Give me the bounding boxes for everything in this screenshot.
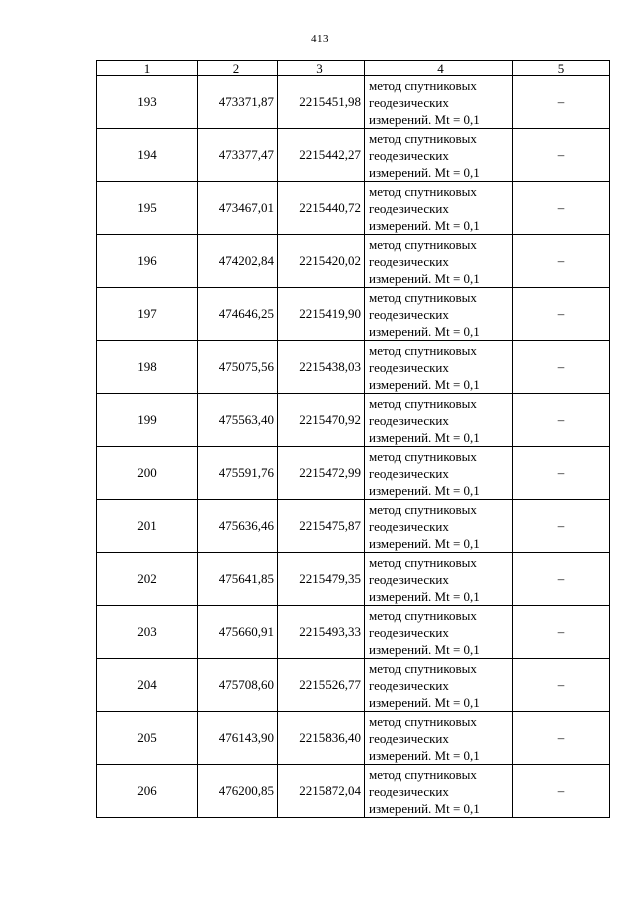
point-number-cell: 201 (97, 500, 198, 553)
x-coordinate-cell: 473371,87 (198, 76, 278, 129)
coordinates-table (96, 60, 610, 818)
table-row (97, 447, 610, 500)
method-line: метод спутниковых (369, 713, 477, 729)
y-coordinate-cell: 2215493,33 (278, 606, 365, 659)
table-row (97, 288, 610, 341)
x-coordinate-cell: 475708,60 (198, 659, 278, 712)
method-line: метод спутниковых (369, 660, 477, 676)
method-line: измерений. Mt = 0,1 (369, 217, 480, 233)
note-cell: – (513, 500, 610, 553)
column-header-3: 3 (278, 61, 365, 76)
method-cell (365, 606, 513, 659)
x-coordinate-cell: 476143,90 (198, 712, 278, 765)
method-line: измерений. Mt = 0,1 (369, 111, 480, 127)
note-cell: – (513, 394, 610, 447)
table-row (97, 341, 610, 394)
table-row (97, 182, 610, 235)
x-coordinate-cell: 475591,76 (198, 447, 278, 500)
note-cell: – (513, 712, 610, 765)
table-row (97, 235, 610, 288)
point-number-cell: 204 (97, 659, 198, 712)
table-row (97, 659, 610, 712)
method-line: геодезических (369, 306, 449, 322)
method-cell (365, 765, 513, 818)
x-coordinate-cell: 475075,56 (198, 341, 278, 394)
table-row (97, 765, 610, 818)
note-cell: – (513, 341, 610, 394)
method-line: геодезических (369, 571, 449, 587)
method-line: метод спутниковых (369, 448, 477, 464)
method-line: метод спутниковых (369, 554, 477, 570)
method-line: измерений. Mt = 0,1 (369, 270, 480, 286)
y-coordinate-cell: 2215475,87 (278, 500, 365, 553)
y-coordinate-cell: 2215472,99 (278, 447, 365, 500)
method-cell (365, 182, 513, 235)
table-row (97, 76, 610, 129)
x-coordinate-cell: 473377,47 (198, 129, 278, 182)
point-number-cell: 194 (97, 129, 198, 182)
point-number-cell: 195 (97, 182, 198, 235)
method-line: геодезических (369, 677, 449, 693)
column-header-5: 5 (513, 61, 610, 76)
method-line: метод спутниковых (369, 130, 477, 146)
point-number-cell: 198 (97, 341, 198, 394)
method-cell (365, 235, 513, 288)
method-line: измерений. Mt = 0,1 (369, 535, 480, 551)
y-coordinate-cell: 2215470,92 (278, 394, 365, 447)
method-line: геодезических (369, 200, 449, 216)
method-line: метод спутниковых (369, 342, 477, 358)
note-cell: – (513, 182, 610, 235)
method-line: метод спутниковых (369, 183, 477, 199)
column-header-4: 4 (365, 61, 513, 76)
y-coordinate-cell: 2215872,04 (278, 765, 365, 818)
method-cell (365, 500, 513, 553)
y-coordinate-cell: 2215526,77 (278, 659, 365, 712)
x-coordinate-cell: 474202,84 (198, 235, 278, 288)
note-cell: – (513, 553, 610, 606)
point-number-cell: 196 (97, 235, 198, 288)
table-header-row (97, 61, 610, 76)
y-coordinate-cell: 2215442,27 (278, 129, 365, 182)
point-number-cell: 197 (97, 288, 198, 341)
x-coordinate-cell: 475563,40 (198, 394, 278, 447)
method-line: измерений. Mt = 0,1 (369, 429, 480, 445)
x-coordinate-cell: 473467,01 (198, 182, 278, 235)
y-coordinate-cell: 2215479,35 (278, 553, 365, 606)
method-line: метод спутниковых (369, 77, 477, 93)
method-cell (365, 553, 513, 606)
table-row (97, 394, 610, 447)
method-cell (365, 129, 513, 182)
note-cell: – (513, 447, 610, 500)
method-line: измерений. Mt = 0,1 (369, 694, 480, 710)
method-cell (365, 288, 513, 341)
point-number-cell: 199 (97, 394, 198, 447)
method-line: геодезических (369, 94, 449, 110)
table-row (97, 712, 610, 765)
y-coordinate-cell: 2215451,98 (278, 76, 365, 129)
x-coordinate-cell: 474646,25 (198, 288, 278, 341)
point-number-cell: 200 (97, 447, 198, 500)
y-coordinate-cell: 2215836,40 (278, 712, 365, 765)
note-cell: – (513, 606, 610, 659)
x-coordinate-cell: 475660,91 (198, 606, 278, 659)
table-row (97, 606, 610, 659)
table-row (97, 553, 610, 606)
note-cell: – (513, 235, 610, 288)
method-line: измерений. Mt = 0,1 (369, 376, 480, 392)
method-line: измерений. Mt = 0,1 (369, 164, 480, 180)
method-cell (365, 712, 513, 765)
y-coordinate-cell: 2215438,03 (278, 341, 365, 394)
method-line: измерений. Mt = 0,1 (369, 482, 480, 498)
method-line: геодезических (369, 624, 449, 640)
y-coordinate-cell: 2215419,90 (278, 288, 365, 341)
method-cell (365, 394, 513, 447)
method-line: метод спутниковых (369, 766, 477, 782)
x-coordinate-cell: 476200,85 (198, 765, 278, 818)
method-cell (365, 76, 513, 129)
method-line: геодезических (369, 730, 449, 746)
page-number: 413 (311, 33, 329, 45)
method-line: метод спутниковых (369, 607, 477, 623)
method-line: измерений. Mt = 0,1 (369, 800, 480, 816)
method-line: геодезических (369, 253, 449, 269)
method-line: измерений. Mt = 0,1 (369, 588, 480, 604)
table-row (97, 129, 610, 182)
method-cell (365, 659, 513, 712)
y-coordinate-cell: 2215440,72 (278, 182, 365, 235)
method-line: геодезических (369, 465, 449, 481)
note-cell: – (513, 129, 610, 182)
table-body (97, 76, 610, 818)
method-line: метод спутниковых (369, 501, 477, 517)
table-row (97, 500, 610, 553)
method-line: измерений. Mt = 0,1 (369, 641, 480, 657)
method-line: геодезических (369, 783, 449, 799)
method-line: геодезических (369, 147, 449, 163)
note-cell: – (513, 288, 610, 341)
column-header-1: 1 (97, 61, 198, 76)
point-number-cell: 202 (97, 553, 198, 606)
method-line: метод спутниковых (369, 289, 477, 305)
note-cell: – (513, 76, 610, 129)
method-line: измерений. Mt = 0,1 (369, 323, 480, 339)
method-cell (365, 341, 513, 394)
point-number-cell: 193 (97, 76, 198, 129)
point-number-cell: 203 (97, 606, 198, 659)
column-header-2: 2 (198, 61, 278, 76)
point-number-cell: 206 (97, 765, 198, 818)
note-cell: – (513, 659, 610, 712)
x-coordinate-cell: 475636,46 (198, 500, 278, 553)
method-line: метод спутниковых (369, 395, 477, 411)
method-line: геодезических (369, 412, 449, 428)
point-number-cell: 205 (97, 712, 198, 765)
method-line: геодезических (369, 359, 449, 375)
method-line: измерений. Mt = 0,1 (369, 747, 480, 763)
method-cell (365, 447, 513, 500)
note-cell: – (513, 765, 610, 818)
x-coordinate-cell: 475641,85 (198, 553, 278, 606)
method-line: геодезических (369, 518, 449, 534)
y-coordinate-cell: 2215420,02 (278, 235, 365, 288)
method-line: метод спутниковых (369, 236, 477, 252)
